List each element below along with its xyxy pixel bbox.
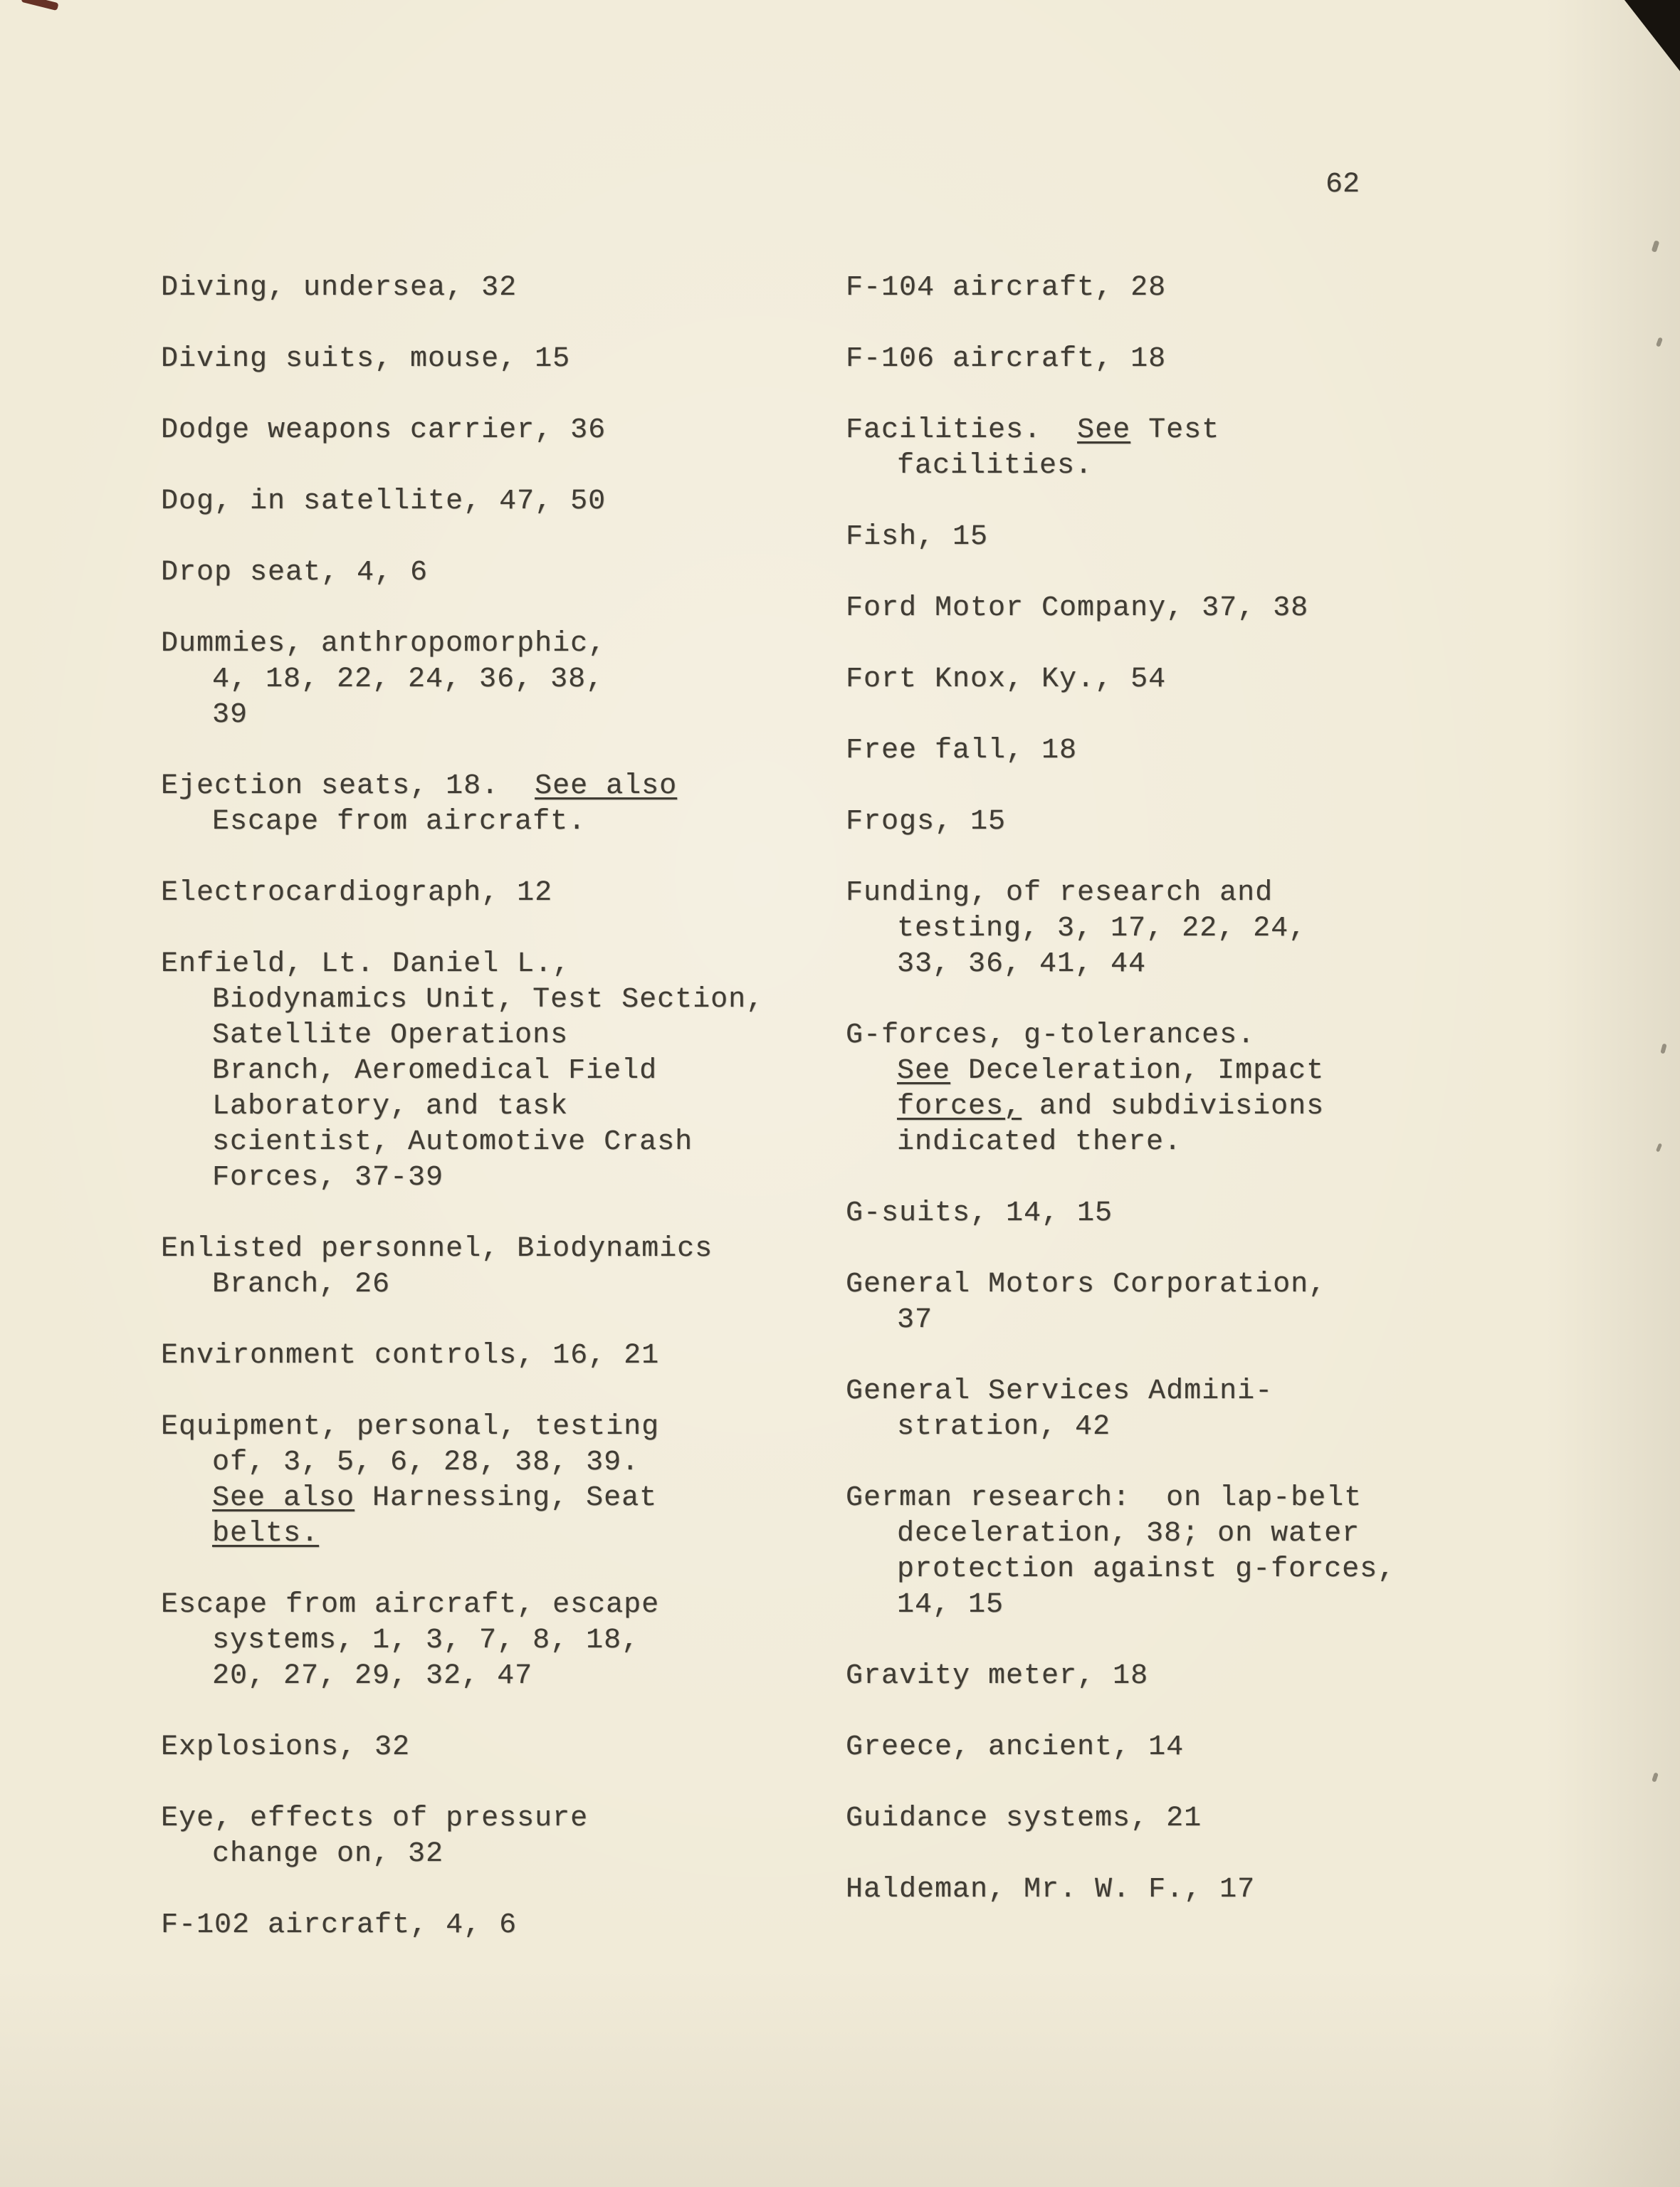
index-entry-line	[161, 1623, 859, 1659]
index-entry-line	[846, 1801, 1600, 1837]
index-entry-line	[846, 1303, 1600, 1338]
index-entry-line	[161, 662, 859, 698]
index-entry-line	[846, 1018, 1600, 1054]
ink-speck	[1656, 1143, 1662, 1153]
index-entry	[846, 1196, 1600, 1232]
entry-text: Test	[1130, 414, 1220, 446]
entry-text: Harnessing, Seat	[355, 1482, 658, 1514]
index-entry-line	[161, 1338, 859, 1374]
entry-text: Diving, undersea, 32	[161, 272, 518, 304]
index-entry-line	[846, 1054, 1600, 1089]
index-entry	[846, 1267, 1600, 1338]
entry-text: General Motors Corporation,	[846, 1269, 1327, 1301]
index-entry-line	[161, 1837, 859, 1872]
index-entry-line	[846, 271, 1600, 306]
index-entry-line	[846, 1552, 1600, 1588]
entry-text: facilities.	[897, 450, 1093, 482]
index-entry-line	[161, 804, 859, 840]
cross-reference-text: belts.	[212, 1518, 320, 1550]
index-entry-line	[846, 1730, 1600, 1766]
index-entry-line	[846, 342, 1600, 377]
index-entry-line	[161, 1516, 859, 1552]
index-entry	[161, 1410, 859, 1552]
index-entry-line	[161, 413, 859, 449]
entry-text: Ford Motor Company, 37, 38	[846, 592, 1309, 624]
entry-text: Forces, 37-39	[212, 1162, 444, 1194]
index-entry-line	[846, 1516, 1600, 1552]
index-entry	[846, 876, 1600, 982]
entry-text: Escape from aircraft, escape	[161, 1589, 660, 1621]
index-entry-line	[161, 484, 859, 520]
entry-text: Haldeman, Mr. W. F., 17	[846, 1874, 1256, 1906]
entry-text: Satellite Operations	[212, 1019, 569, 1051]
index-entry	[161, 947, 859, 1196]
index-entry	[161, 1232, 859, 1303]
index-entry-line	[161, 1730, 859, 1766]
index-column-right	[846, 271, 1600, 1908]
entry-text: Fort Knox, Ky., 54	[846, 664, 1167, 696]
index-entry-line	[161, 876, 859, 911]
index-entry-line	[846, 1125, 1600, 1160]
entry-text: German research: on lap-belt	[846, 1482, 1363, 1514]
index-entry-line	[846, 449, 1600, 484]
index-entry-line	[846, 413, 1600, 449]
entry-text: Escape from aircraft.	[212, 806, 587, 838]
index-entry-line	[846, 1267, 1600, 1303]
index-entry	[846, 520, 1600, 555]
scan-corner-mark	[21, 0, 58, 11]
entry-text: Greece, ancient, 14	[846, 1731, 1185, 1763]
entry-text: 14, 15	[897, 1589, 1004, 1621]
index-entry-line	[846, 733, 1600, 769]
index-entry-line	[161, 1445, 859, 1481]
ink-speck	[1652, 240, 1660, 252]
index-entry	[161, 1588, 859, 1694]
entry-text: Frogs, 15	[846, 806, 1007, 838]
entry-text: F-104 aircraft, 28	[846, 272, 1167, 304]
index-entry	[161, 626, 859, 733]
entry-text: Enlisted personnel, Biodynamics	[161, 1233, 713, 1265]
index-entry	[846, 1659, 1600, 1694]
index-entry-line	[161, 342, 859, 377]
entry-text: Drop seat, 4, 6	[161, 557, 429, 589]
index-entry-line	[846, 1374, 1600, 1410]
entry-text: deceleration, 38; on water	[897, 1518, 1360, 1550]
index-entry-line	[161, 555, 859, 591]
index-entry	[846, 1018, 1600, 1160]
entry-text: Fish, 15	[846, 521, 989, 553]
index-entry-line	[161, 769, 859, 804]
entry-text: scientist, Automotive Crash	[212, 1126, 693, 1158]
index-entry-line	[846, 1659, 1600, 1694]
index-entry-line	[846, 947, 1600, 982]
entry-text: Branch, 26	[212, 1269, 391, 1301]
index-entry	[161, 413, 859, 449]
index-entry	[161, 484, 859, 520]
entry-text: Equipment, personal, testing	[161, 1411, 660, 1443]
entry-text: Dog, in satellite, 47, 50	[161, 486, 607, 518]
index-entry-line	[161, 1410, 859, 1445]
index-entry	[846, 1374, 1600, 1445]
index-entry-line	[161, 1054, 859, 1089]
entry-text: Eye, effects of pressure	[161, 1803, 589, 1835]
entry-text: systems, 1, 3, 7, 8, 18,	[212, 1625, 640, 1657]
index-entry-line	[846, 804, 1600, 840]
entry-text: stration, 42	[897, 1411, 1111, 1443]
entry-text: and subdivisions	[1022, 1091, 1325, 1123]
entry-text: testing, 3, 17, 22, 24,	[897, 913, 1307, 945]
index-entry	[846, 1801, 1600, 1837]
index-entry-line	[846, 911, 1600, 947]
entry-text: 39	[212, 699, 248, 731]
entry-text: 37	[897, 1304, 933, 1336]
index-entry-line	[846, 1196, 1600, 1232]
index-entry-line	[846, 876, 1600, 911]
index-entry-line	[161, 982, 859, 1018]
page-number: 62	[1325, 169, 1360, 201]
index-entry	[846, 342, 1600, 377]
ink-speck	[1652, 1772, 1659, 1782]
entry-text: Enfield, Lt. Daniel L.,	[161, 948, 571, 980]
index-entry-line	[161, 1018, 859, 1054]
entry-text: Laboratory, and task	[212, 1091, 569, 1123]
entry-text: 20, 27, 29, 32, 47	[212, 1660, 533, 1692]
index-entry-line	[161, 1588, 859, 1623]
entry-text: 33, 36, 41, 44	[897, 948, 1147, 980]
cross-reference-text: See	[1077, 414, 1131, 446]
index-entry	[846, 662, 1600, 698]
index-column-left	[161, 271, 859, 1944]
entry-text: Facilities.	[846, 414, 1078, 446]
index-entry	[846, 733, 1600, 769]
entry-text: Diving suits, mouse, 15	[161, 343, 571, 375]
entry-text: Funding, of research and	[846, 877, 1274, 909]
ink-speck	[1660, 1043, 1666, 1054]
entry-text: Free fall, 18	[846, 735, 1078, 767]
entry-text: Ejection seats, 18.	[161, 770, 535, 802]
entry-text: change on, 32	[212, 1838, 444, 1870]
index-entry	[161, 271, 859, 306]
index-entry-line	[846, 520, 1600, 555]
index-entry	[161, 342, 859, 377]
entry-text: 4, 18, 22, 24, 36, 38,	[212, 664, 604, 696]
index-entry-line	[161, 1801, 859, 1837]
index-entry	[846, 591, 1600, 626]
ink-speck	[1656, 337, 1663, 347]
index-entry-line	[161, 1160, 859, 1196]
entry-text: General Services Admini-	[846, 1375, 1274, 1407]
index-entry	[846, 804, 1600, 840]
index-entry-line	[161, 271, 859, 306]
index-entry	[161, 555, 859, 591]
cross-reference-text: See also	[535, 770, 678, 802]
index-entry	[846, 413, 1600, 484]
index-entry-line	[161, 1908, 859, 1944]
entry-text: indicated there.	[897, 1126, 1182, 1158]
entry-text: Electrocardiograph, 12	[161, 877, 553, 909]
index-entry	[846, 1730, 1600, 1766]
cross-reference-text: See	[897, 1055, 951, 1087]
entry-text: Guidance systems, 21	[846, 1803, 1202, 1835]
index-entry-line	[161, 626, 859, 662]
index-entry-line	[161, 947, 859, 982]
index-entry-line	[846, 591, 1600, 626]
entry-text: F-102 aircraft, 4, 6	[161, 1909, 518, 1941]
index-entry-line	[846, 1588, 1600, 1623]
page-corner-fold	[1624, 0, 1680, 71]
entry-text: G-suits, 14, 15	[846, 1197, 1113, 1229]
entry-text: Explosions, 32	[161, 1731, 411, 1763]
entry-text: G-forces, g-tolerances.	[846, 1019, 1256, 1051]
index-entry-line	[161, 1481, 859, 1516]
cross-reference-text: forces,	[897, 1091, 1022, 1123]
entry-text: of, 3, 5, 6, 28, 38, 39.	[212, 1447, 640, 1479]
entry-text: Branch, Aeromedical Field	[212, 1055, 658, 1087]
index-entry	[161, 876, 859, 911]
entry-text: F-106 aircraft, 18	[846, 343, 1167, 375]
index-entry-line	[846, 1872, 1600, 1908]
index-entry	[846, 271, 1600, 306]
index-entry	[846, 1872, 1600, 1908]
index-entry-line	[161, 1125, 859, 1160]
entry-text: Environment controls, 16, 21	[161, 1340, 660, 1372]
index-entry	[846, 1481, 1600, 1623]
entry-text: protection against g-forces,	[897, 1553, 1396, 1585]
index-entry-line	[161, 1659, 859, 1694]
cross-reference-text: See also	[212, 1482, 355, 1514]
index-entry-line	[846, 662, 1600, 698]
entry-text: Dodge weapons carrier, 36	[161, 414, 607, 446]
index-entry-line	[161, 698, 859, 733]
index-entry	[161, 1338, 859, 1374]
index-entry-line	[846, 1481, 1600, 1516]
index-entry	[161, 1908, 859, 1944]
index-entry-line	[161, 1232, 859, 1267]
entry-text: Gravity meter, 18	[846, 1660, 1149, 1692]
index-entry-line	[846, 1410, 1600, 1445]
index-entry	[161, 1730, 859, 1766]
entry-text: Deceleration, Impact	[950, 1055, 1325, 1087]
index-entry	[161, 1801, 859, 1872]
entry-text: Biodynamics Unit, Test Section,	[212, 984, 765, 1016]
index-entry-line	[161, 1089, 859, 1125]
entry-text: Dummies, anthropomorphic,	[161, 628, 607, 660]
index-entry-line	[846, 1089, 1600, 1125]
index-entry-line	[161, 1267, 859, 1303]
index-entry	[161, 769, 859, 840]
